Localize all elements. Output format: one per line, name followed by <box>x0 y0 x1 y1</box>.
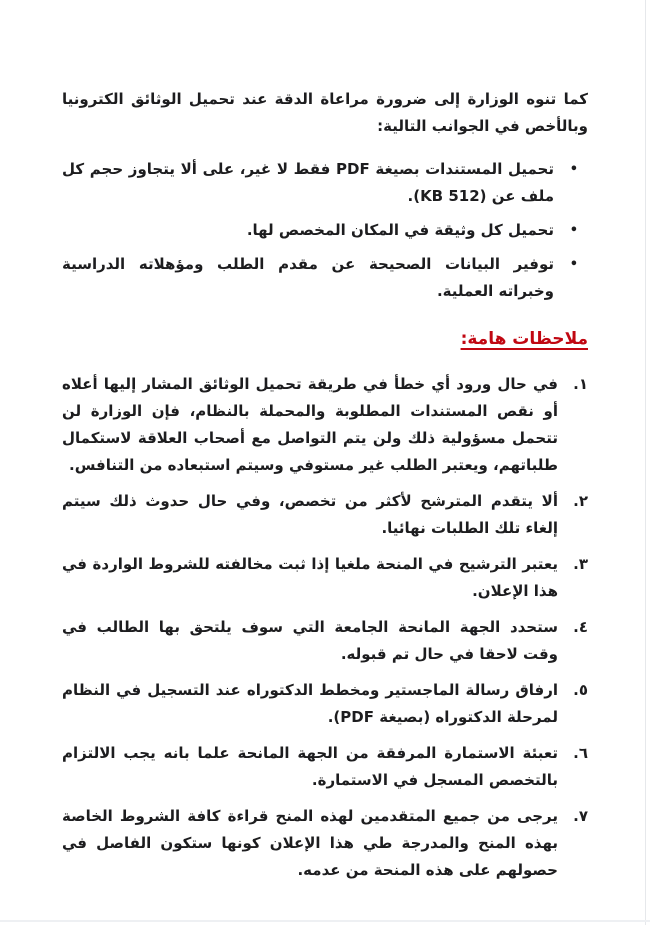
note-item <box>62 740 588 794</box>
note-item <box>62 488 588 542</box>
bullet-text: توفير البيانات الصحيحة عن مقدم الطلب ومؤهلاته الدراسية وخبراته العملية. <box>62 255 554 300</box>
note-item <box>62 803 588 884</box>
note-number: ٣. <box>573 555 588 573</box>
note-item <box>62 677 588 731</box>
list-item <box>62 251 578 305</box>
note-text: يرجى من جميع المتقدمين لهذه المنح قراءة كافة الشروط الخاصة بهذه المنح والمدرجة طي هذا الإعلان كونها ستكون الفاصل في حصولهم على هذه المنحة من عدمه. <box>62 807 558 879</box>
note-number: ٥. <box>573 681 588 699</box>
page-edge-bottom <box>0 920 650 922</box>
bullet-text: تحميل كل وثيقة في المكان المخصص لها. <box>246 221 554 239</box>
note-number: ٦. <box>573 744 588 762</box>
note-text: ستحدد الجهة المانحة الجامعة التي سوف يلتحق بها الطالب في وقت لاحقا في حال تم قبوله. <box>62 618 558 663</box>
note-item <box>62 614 588 668</box>
important-notes-heading: ملاحظات هامة: <box>460 329 588 349</box>
note-text: ألا يتقدم المترشح لأكثر من تخصص، وفي حال حدوث ذلك سيتم إلغاء تلك الطلبات نهائيا. <box>62 492 558 537</box>
list-item <box>62 217 578 244</box>
intro-paragraph: كما تنوه الوزارة إلى ضرورة مراعاة الدقة عند تحميل الوثائق الكترونيا وبالأخص في الجوانب التالية: <box>62 90 588 135</box>
page-edge-right <box>645 0 646 925</box>
bullet-dot-icon: • <box>569 257 578 272</box>
note-number: ٤. <box>573 618 588 636</box>
note-item <box>62 371 588 479</box>
note-item <box>62 551 588 605</box>
note-text: تعبئة الاستمارة المرفقة من الجهة المانحة علما بانه يجب الالتزام بالتخصص المسجل في الاستمارة. <box>62 744 558 789</box>
note-text: في حال ورود أي خطأ في طريقة تحميل الوثائق المشار إليها أعلاه أو نقص المستندات المطلوبة والمحملة بالنظام، فإن الوزارة لن تتحمل مسؤولية ذلك ولن يتم التواصل مع أصحاب العلاقة لاستكمال طلباتهم، ويعتبر الطلب غير مستوفي وسيتم استبعاده من التنافس. <box>62 375 558 474</box>
note-number: ١. <box>573 375 588 393</box>
note-number: ٧. <box>573 807 588 825</box>
note-text: يعتبر الترشيح في المنحة ملغيا إذا ثبت مخالفته للشروط الواردة في هذا الإعلان. <box>62 555 558 600</box>
note-number: ٢. <box>573 492 588 510</box>
note-text: ارفاق رسالة الماجستير ومخطط الدكتوراه عند التسجيل في النظام لمرحلة الدكتوراه (بصيغة PDF). <box>62 681 558 726</box>
list-item <box>62 156 578 210</box>
bullet-dot-icon: • <box>569 223 578 238</box>
upload-guidelines-list <box>62 156 588 305</box>
bullet-dot-icon: • <box>569 162 578 177</box>
bullet-text: تحميل المستندات بصيغة PDF فقط لا غير، على ألا يتجاوز حجم كل ملف عن (512 KB). <box>62 160 554 205</box>
important-notes-list <box>62 371 588 884</box>
